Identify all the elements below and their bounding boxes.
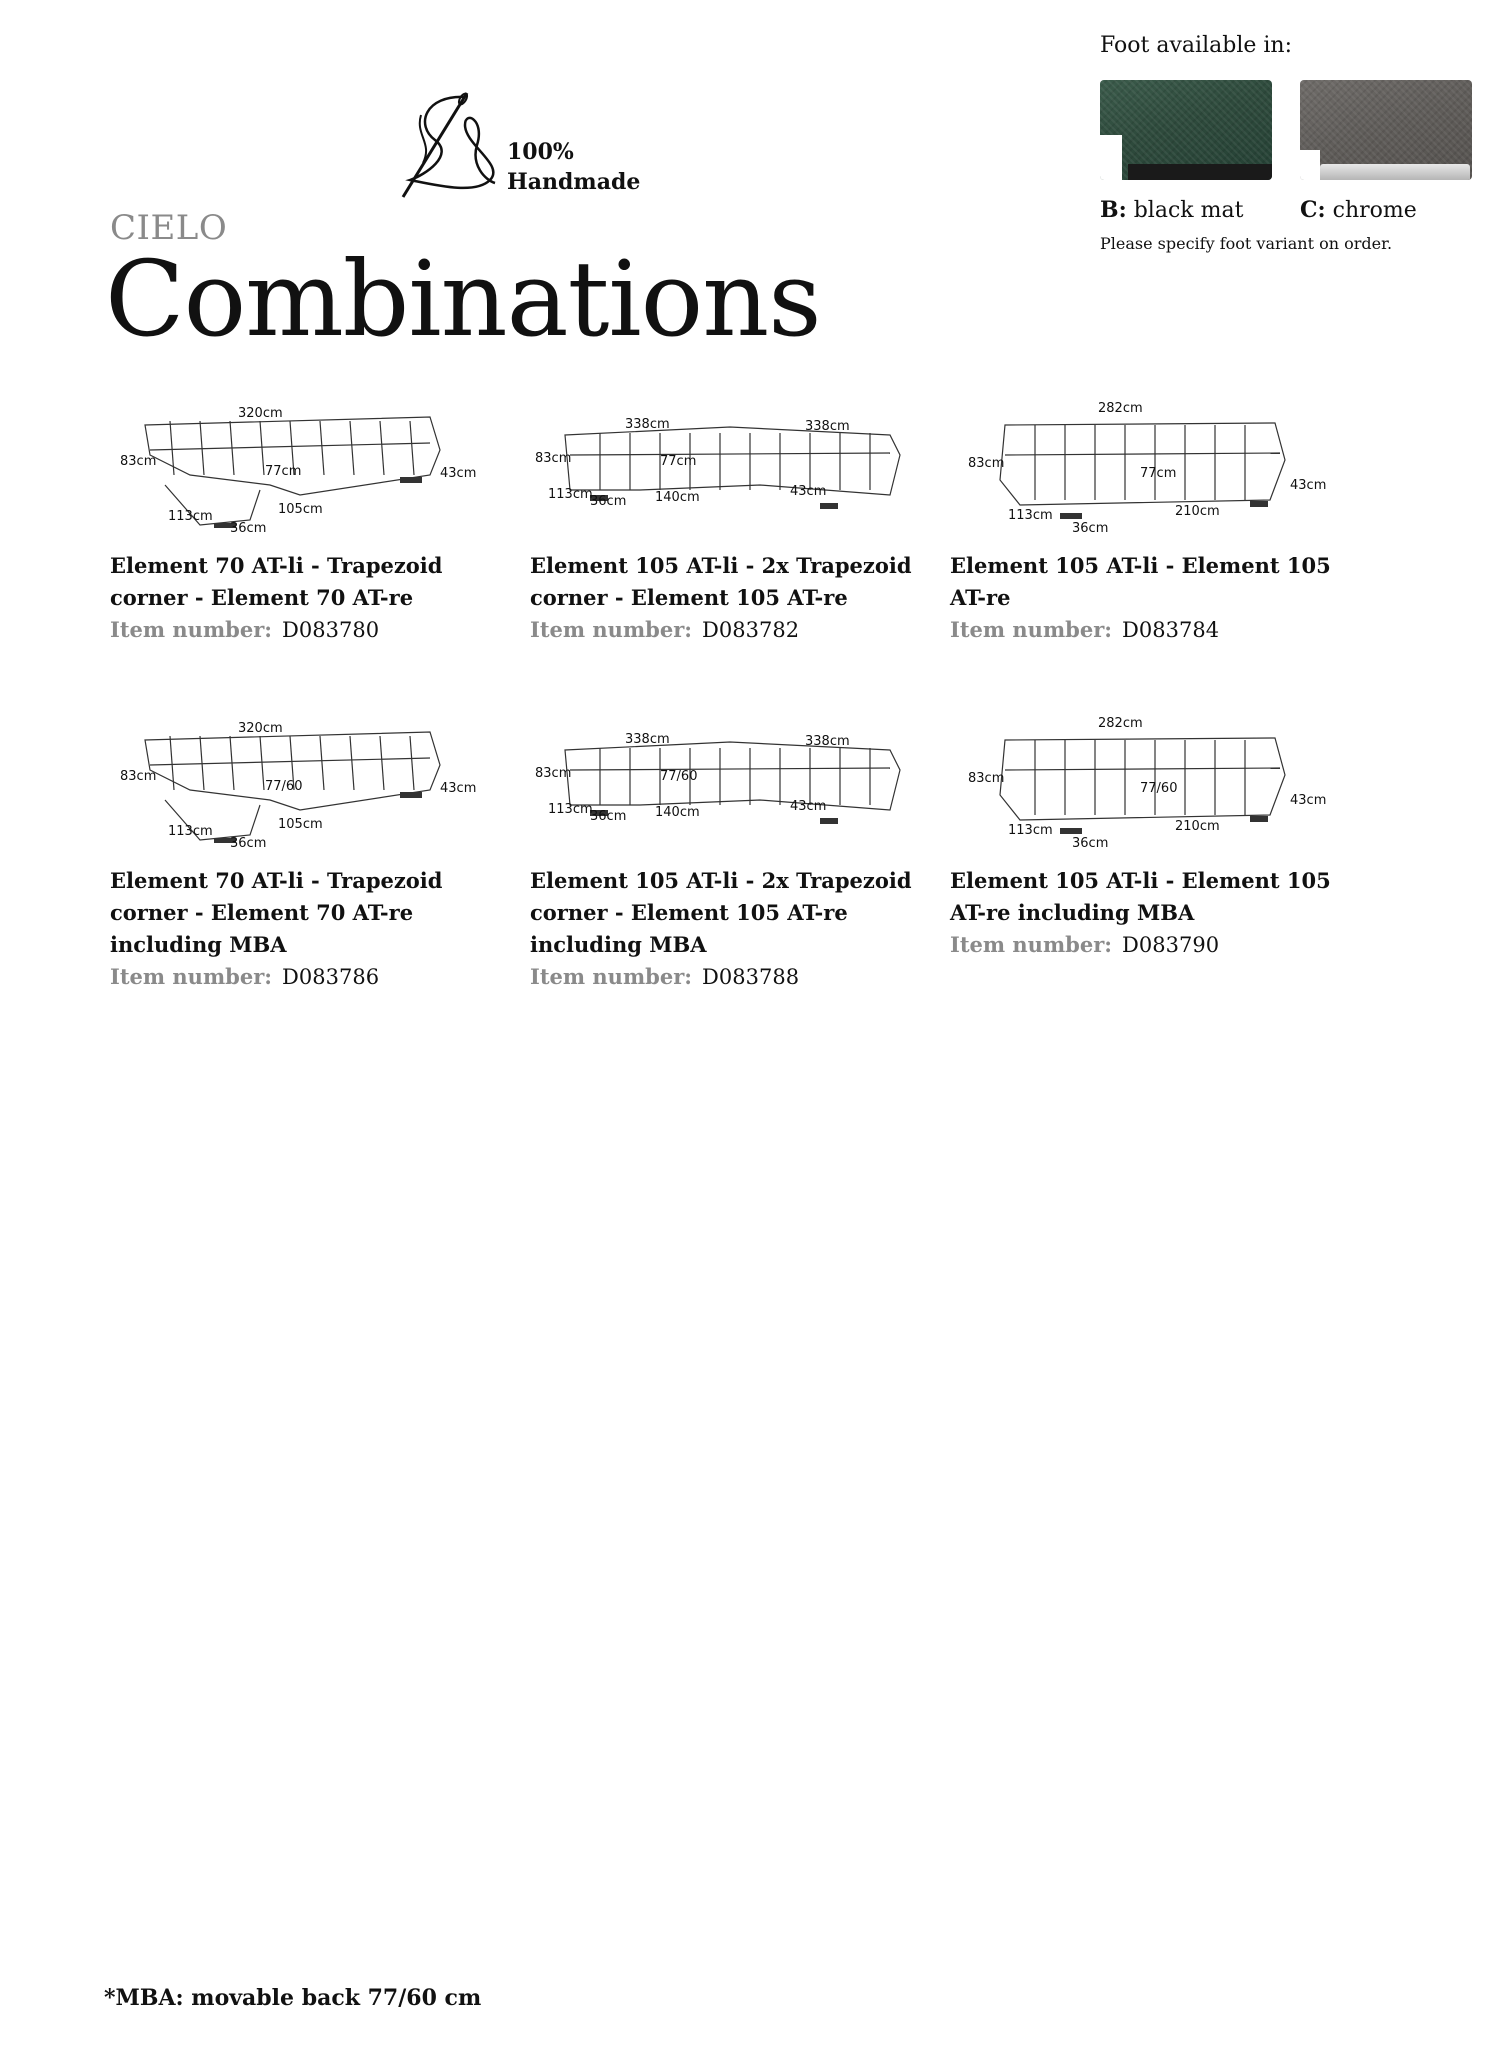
dimension-label: 113cm xyxy=(548,802,593,817)
foot-option-code: C: xyxy=(1300,197,1326,223)
dimension-label: 43cm xyxy=(440,466,477,481)
foot-option-b-label xyxy=(1100,197,1243,223)
item-number-row xyxy=(530,961,930,993)
dimension-label: 77/60 xyxy=(1140,781,1178,796)
dimension-label: 113cm xyxy=(168,824,213,839)
dimension-label: 43cm xyxy=(790,799,827,814)
dimension-label: 36cm xyxy=(230,521,267,536)
item-number-label: Item number: xyxy=(950,932,1113,957)
page-title: Combinations xyxy=(105,238,821,360)
foot-option-name: black mat xyxy=(1133,198,1244,223)
dimension-label: 113cm xyxy=(548,487,593,502)
foot-option-c-label xyxy=(1300,197,1417,223)
item-number-value: D083784 xyxy=(1122,618,1220,642)
product-name: Element 105 AT-li - Element 105 AT-re including MBA xyxy=(950,868,1331,925)
dimension-label: 210cm xyxy=(1175,819,1220,834)
dimension-label: 320cm xyxy=(238,406,283,421)
handmade-logo xyxy=(395,85,665,205)
product-name: Element 105 AT-li - Element 105 AT-re xyxy=(950,553,1331,610)
product-card xyxy=(950,395,1350,646)
dimension-label: 113cm xyxy=(168,509,213,524)
dimension-label: 113cm xyxy=(1008,823,1053,838)
dimension-label: 77/60 xyxy=(265,779,303,794)
logo-line-1: 100% xyxy=(507,139,574,165)
sofa-drawing xyxy=(530,395,930,540)
dimension-label: 338cm xyxy=(625,417,670,432)
dimension-label: 282cm xyxy=(1098,401,1143,416)
dimension-label: 36cm xyxy=(1072,521,1109,536)
item-number-label: Item number: xyxy=(530,964,693,989)
product-card xyxy=(530,395,930,646)
item-number-label: Item number: xyxy=(950,617,1113,642)
dimension-label: 105cm xyxy=(278,502,323,517)
dimension-label: 338cm xyxy=(805,419,850,434)
sofa-drawing xyxy=(110,395,510,540)
dimension-label: 338cm xyxy=(625,732,670,747)
sofa-foot xyxy=(400,792,422,798)
dimension-label: 36cm xyxy=(590,809,627,824)
item-number-row xyxy=(950,929,1350,961)
product-card xyxy=(110,710,510,993)
dimension-label: 113cm xyxy=(1008,508,1053,523)
dimension-label: 83cm xyxy=(535,766,572,781)
sofa-foot xyxy=(400,477,422,483)
item-number-value: D083790 xyxy=(1122,933,1220,957)
black-mat-swatch xyxy=(1100,80,1272,180)
foot-option-code: B: xyxy=(1100,197,1127,223)
item-number-row xyxy=(110,614,510,646)
sofa-foot xyxy=(1250,501,1268,507)
sofa-foot xyxy=(1060,828,1082,834)
dimension-label: 83cm xyxy=(120,454,157,469)
sofa-drawing xyxy=(950,710,1350,855)
item-number-row xyxy=(530,614,930,646)
dimension-label: 83cm xyxy=(968,456,1005,471)
logo-line-2: Handmade xyxy=(507,169,641,195)
item-number-label: Item number: xyxy=(110,617,273,642)
dimension-label: 36cm xyxy=(1072,836,1109,851)
product-card xyxy=(530,710,930,993)
dimension-label: 210cm xyxy=(1175,504,1220,519)
dimension-label: 43cm xyxy=(790,484,827,499)
dimension-label: 83cm xyxy=(120,769,157,784)
sofa-drawing xyxy=(530,710,930,855)
foot-variant-note: Please specify foot variant on order. xyxy=(1100,234,1393,253)
product-name: Element 105 AT-li - 2x Trapezoid corner - Element 105 AT-re including MBA xyxy=(530,868,912,957)
sofa-foot xyxy=(820,818,838,824)
foot-option-name: chrome xyxy=(1332,198,1417,223)
product-name: Element 70 AT-li - Trapezoid corner - Element 70 AT-re including MBA xyxy=(110,868,443,957)
item-number-row xyxy=(950,614,1350,646)
chrome-swatch xyxy=(1300,80,1472,180)
dimension-label: 140cm xyxy=(655,490,700,505)
product-name: Element 70 AT-li - Trapezoid corner - Element 70 AT-re xyxy=(110,553,443,610)
foot-options-heading: Foot available in: xyxy=(1100,33,1292,58)
dimension-label: 43cm xyxy=(1290,793,1327,808)
dimension-label: 36cm xyxy=(230,836,267,851)
dimension-label: 36cm xyxy=(590,494,627,509)
mba-footnote: *MBA: movable back 77/60 cm xyxy=(104,1985,482,2011)
item-number-value: D083788 xyxy=(702,965,800,989)
sofa-foot xyxy=(1250,816,1268,822)
sofa-foot xyxy=(820,503,838,509)
dimension-label: 77cm xyxy=(265,464,302,479)
dimension-label: 83cm xyxy=(535,451,572,466)
product-card xyxy=(950,710,1350,961)
dimension-label: 140cm xyxy=(655,805,700,820)
product-card xyxy=(110,395,510,646)
series-name: CIELO xyxy=(110,208,228,248)
sofa-drawing xyxy=(110,710,510,855)
needle-thread-icon xyxy=(395,85,505,205)
dimension-label: 43cm xyxy=(440,781,477,796)
item-number-label: Item number: xyxy=(110,964,273,989)
dimension-label: 320cm xyxy=(238,721,283,736)
dimension-label: 77cm xyxy=(1140,466,1177,481)
item-number-value: D083780 xyxy=(282,618,380,642)
dimension-label: 77cm xyxy=(660,454,697,469)
item-number-row xyxy=(110,961,510,993)
sofa-drawing xyxy=(950,395,1350,540)
item-number-value: D083786 xyxy=(282,965,380,989)
sofa-foot xyxy=(1060,513,1082,519)
dimension-label: 282cm xyxy=(1098,716,1143,731)
item-number-value: D083782 xyxy=(702,618,800,642)
product-name: Element 105 AT-li - 2x Trapezoid corner - Element 105 AT-re xyxy=(530,553,912,610)
dimension-label: 43cm xyxy=(1290,478,1327,493)
dimension-label: 105cm xyxy=(278,817,323,832)
item-number-label: Item number: xyxy=(530,617,693,642)
dimension-label: 77/60 xyxy=(660,769,698,784)
dimension-label: 83cm xyxy=(968,771,1005,786)
dimension-label: 338cm xyxy=(805,734,850,749)
